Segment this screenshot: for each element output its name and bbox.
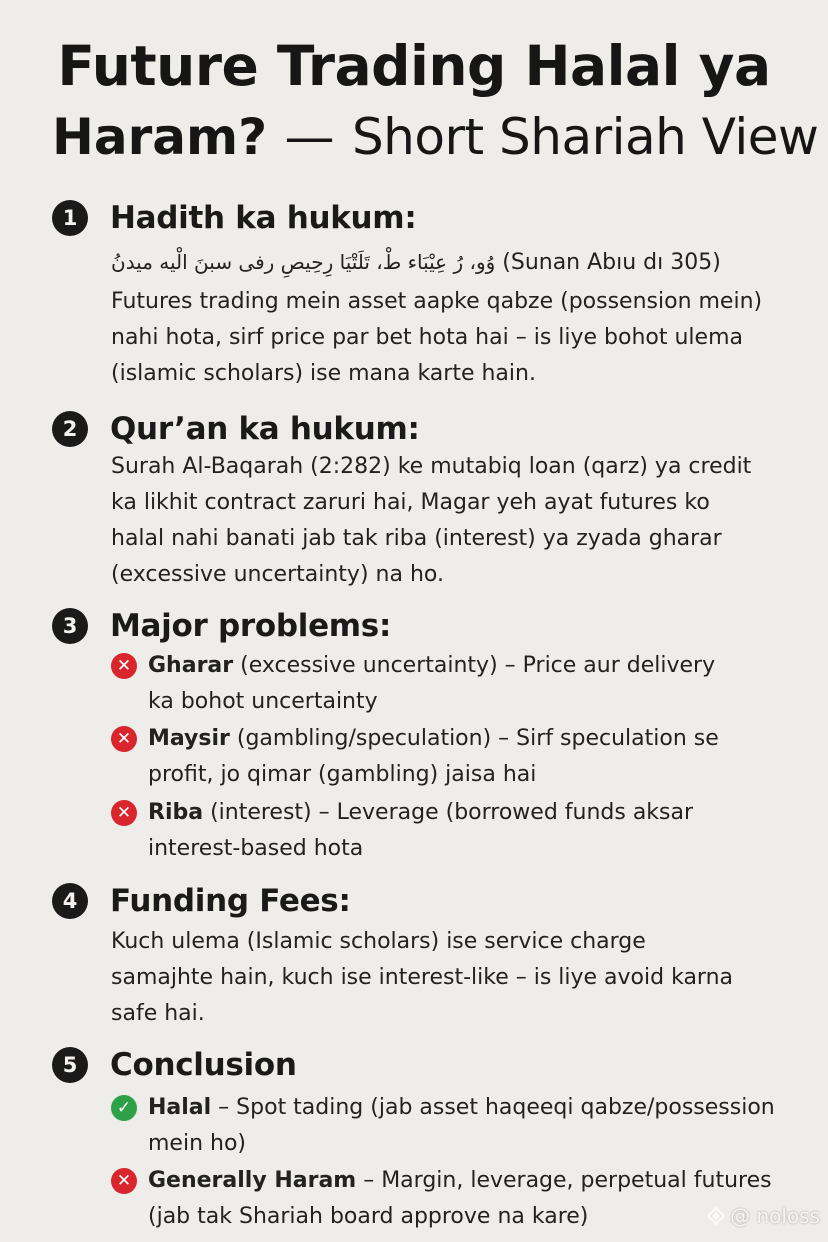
section-3-header xyxy=(52,604,391,648)
bullet-text: (excessive uncertainty) – Price aur delivery xyxy=(233,653,716,678)
bullet-term: Riba xyxy=(148,800,204,825)
bullet-term: Gharar xyxy=(148,653,234,678)
section-2-line: Surah Al-Baqarah (2:282) ke mutabiq loan (qarz) ya credit xyxy=(111,454,752,479)
hadith-reference: (Sunan Abıu dı 305) xyxy=(502,250,721,275)
bullet-text: – Spot tading (jab asset haqeeqi qabze/possession xyxy=(211,1095,775,1120)
number-badge-4: 4 xyxy=(52,883,88,919)
bullet-term: Halal xyxy=(148,1095,212,1120)
title-question: Haram? xyxy=(52,108,268,166)
x-icon: ✕ xyxy=(111,1168,137,1194)
problem-riba xyxy=(111,795,821,867)
section-1-text xyxy=(111,284,811,392)
section-4-line: Kuch ulema (Islamic scholars) ise service charge xyxy=(111,929,646,954)
section-2-header xyxy=(52,407,420,451)
bullet-text-continued: ka bohot uncertainty xyxy=(148,689,378,714)
bullet-text-continued: profit, jo qimar (gambling) jaisa hai xyxy=(148,762,537,787)
bullet-text: (gambling/speculation) – Sirf speculation se xyxy=(229,726,719,751)
bullet-text-continued: mein ho) xyxy=(148,1131,247,1156)
x-icon: ✕ xyxy=(111,653,137,679)
section-2-text xyxy=(111,449,811,593)
section-1-header xyxy=(52,196,416,240)
problem-maysir xyxy=(111,721,821,793)
diamond-logo-icon xyxy=(706,1206,726,1226)
number-badge-2: 2 xyxy=(52,411,88,447)
section-2-heading: Qur’an ka hukum: xyxy=(110,411,420,447)
bullet-term: Maysir xyxy=(148,726,230,751)
section-2-line: (excessive uncertainty) na ho. xyxy=(111,562,444,587)
bullet-text: – Margin, leverage, perpetual futures xyxy=(356,1168,772,1193)
section-4-line: samajhte hain, kuch ise interest-like – is liye avoid karna xyxy=(111,965,734,990)
section-2-line: halal nahi banati jab tak riba (interest) ya zyada gharar xyxy=(111,526,722,551)
number-badge-1: 1 xyxy=(52,200,88,236)
section-2-line: ka likhit contract zaruri hai, Magar yeh ayat futures ko xyxy=(111,490,710,515)
watermark-handle: @ noloss xyxy=(730,1204,820,1228)
hadith-arabic-line xyxy=(111,244,811,281)
section-4-line: safe hai. xyxy=(111,1001,205,1026)
number-badge-5: 5 xyxy=(52,1047,88,1083)
bullet-text-continued: (jab tak Shariah board approve na kare) xyxy=(148,1204,589,1229)
number-badge-3: 3 xyxy=(52,608,88,644)
title-line-2 xyxy=(52,101,828,173)
check-icon: ✓ xyxy=(111,1095,137,1121)
section-4-text xyxy=(111,924,811,1032)
title-subtitle: Short Shariah View xyxy=(351,108,819,166)
bullet-text: (interest) – Leverage (borrowed funds aksar xyxy=(203,800,694,825)
title-dash: — xyxy=(284,108,335,166)
section-1-line: (islamic scholars) ise mana karte hain. xyxy=(111,361,536,386)
bullet-term: Generally Haram xyxy=(148,1168,357,1193)
problem-gharar xyxy=(111,648,821,720)
conclusion-halal xyxy=(111,1090,821,1162)
section-1-line: nahi hota, sirf price par bet hota hai – is liye bohot ulema xyxy=(111,325,743,350)
x-icon: ✕ xyxy=(111,726,137,752)
section-3-heading: Major problems: xyxy=(110,608,392,644)
section-4-heading: Funding Fees: xyxy=(110,883,351,919)
bullet-text-continued: interest-based hota xyxy=(148,836,364,861)
section-5-heading: Conclusion xyxy=(110,1047,297,1083)
title-line-1: Future Trading Halal ya xyxy=(57,34,771,98)
section-5-header xyxy=(52,1043,297,1087)
section-1-line: Futures trading mein asset aapke qabze (possension mein) xyxy=(111,289,763,314)
watermark xyxy=(706,1204,820,1228)
x-icon: ✕ xyxy=(111,800,137,826)
arabic-text: ﻭُﻭ، ﺭُ ﻋِﻴْﺒَﺎﺀ ﻁْ، ﺗَﻠَﺘْﻴَﺎ ﺭِﺣِﻴﺺِ ﺭﻓﯽ ﺳﺒﻦَ ﺍﻟْﻴﻪ ﻣﻴﺪﻥُ xyxy=(111,250,496,274)
section-1-heading: Hadith ka hukum: xyxy=(110,200,417,236)
section-4-header xyxy=(52,879,351,923)
